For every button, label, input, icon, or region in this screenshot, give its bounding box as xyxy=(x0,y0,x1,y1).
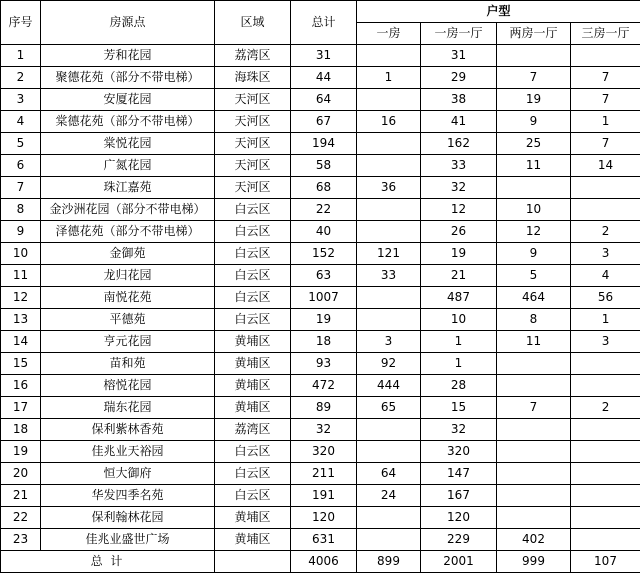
total-row xyxy=(1,551,640,573)
cell-two-bed-one-hall: 402 xyxy=(497,529,571,551)
cell-total: 631 xyxy=(291,529,357,551)
table-row xyxy=(1,463,640,485)
cell-index: 3 xyxy=(1,89,41,111)
cell-index: 20 xyxy=(1,463,41,485)
table-row xyxy=(1,265,640,287)
cell-three-bed-one-hall xyxy=(571,441,640,463)
cell-one-room xyxy=(357,529,421,551)
table-row xyxy=(1,89,640,111)
cell-index: 4 xyxy=(1,111,41,133)
table-row xyxy=(1,419,640,441)
cell-total: 58 xyxy=(291,155,357,177)
cell-three-bed-one-hall xyxy=(571,177,640,199)
cell-two-bed-one-hall xyxy=(497,485,571,507)
cell-name: 佳兆业盛世广场 xyxy=(41,529,215,551)
cell-total: 93 xyxy=(291,353,357,375)
cell-three-bed-one-hall xyxy=(571,485,640,507)
header-name: 房源点 xyxy=(41,1,215,45)
cell-three-bed-one-hall: 14 xyxy=(571,155,640,177)
header-district: 区域 xyxy=(215,1,291,45)
table-row xyxy=(1,397,640,419)
cell-district: 黄埔区 xyxy=(215,331,291,353)
table-row xyxy=(1,529,640,551)
cell-two-bed-one-hall: 19 xyxy=(497,89,571,111)
cell-total: 68 xyxy=(291,177,357,199)
cell-three-bed-one-hall xyxy=(571,529,640,551)
cell-name: 瑞东花园 xyxy=(41,397,215,419)
cell-three-bed-one-hall: 7 xyxy=(571,133,640,155)
table-row xyxy=(1,485,640,507)
table-row xyxy=(1,67,640,89)
cell-two-bed-one-hall: 25 xyxy=(497,133,571,155)
cell-index: 23 xyxy=(1,529,41,551)
cell-two-bed-one-hall: 11 xyxy=(497,331,571,353)
cell-district: 黄埔区 xyxy=(215,397,291,419)
total-sum: 4006 xyxy=(291,551,357,573)
cell-index: 12 xyxy=(1,287,41,309)
cell-two-bed-one-hall: 8 xyxy=(497,309,571,331)
cell-one-bed-one-hall: 31 xyxy=(421,45,497,67)
cell-one-bed-one-hall: 19 xyxy=(421,243,497,265)
total-one-bed-one-hall: 2001 xyxy=(421,551,497,573)
cell-name: 恒大御府 xyxy=(41,463,215,485)
cell-three-bed-one-hall xyxy=(571,419,640,441)
cell-district: 荔湾区 xyxy=(215,45,291,67)
cell-index: 13 xyxy=(1,309,41,331)
cell-one-room xyxy=(357,155,421,177)
table-row xyxy=(1,111,640,133)
total-label: 总 计 xyxy=(1,551,215,573)
cell-index: 18 xyxy=(1,419,41,441)
cell-name: 苗和苑 xyxy=(41,353,215,375)
cell-district: 天河区 xyxy=(215,155,291,177)
cell-total: 22 xyxy=(291,199,357,221)
cell-two-bed-one-hall xyxy=(497,441,571,463)
cell-district: 黄埔区 xyxy=(215,375,291,397)
cell-one-bed-one-hall: 229 xyxy=(421,529,497,551)
cell-one-room xyxy=(357,287,421,309)
cell-total: 320 xyxy=(291,441,357,463)
cell-one-room: 33 xyxy=(357,265,421,287)
cell-name: 安厦花园 xyxy=(41,89,215,111)
cell-one-bed-one-hall: 162 xyxy=(421,133,497,155)
header-three-bed-one-hall: 三房一厅 xyxy=(571,23,640,45)
cell-one-room xyxy=(357,199,421,221)
cell-name: 聚德花苑（部分不带电梯） xyxy=(41,67,215,89)
table-body xyxy=(1,45,640,551)
cell-one-bed-one-hall: 15 xyxy=(421,397,497,419)
cell-two-bed-one-hall: 9 xyxy=(497,111,571,133)
cell-name: 平德苑 xyxy=(41,309,215,331)
cell-total: 472 xyxy=(291,375,357,397)
cell-three-bed-one-hall: 7 xyxy=(571,67,640,89)
cell-index: 7 xyxy=(1,177,41,199)
cell-name: 广氮花园 xyxy=(41,155,215,177)
cell-district: 天河区 xyxy=(215,133,291,155)
cell-index: 2 xyxy=(1,67,41,89)
cell-district: 天河区 xyxy=(215,89,291,111)
cell-index: 17 xyxy=(1,397,41,419)
cell-index: 19 xyxy=(1,441,41,463)
cell-district: 白云区 xyxy=(215,287,291,309)
cell-two-bed-one-hall xyxy=(497,353,571,375)
header-layout-group: 户型 xyxy=(357,1,640,23)
cell-one-bed-one-hall: 1 xyxy=(421,331,497,353)
cell-one-bed-one-hall: 147 xyxy=(421,463,497,485)
cell-three-bed-one-hall xyxy=(571,353,640,375)
cell-total: 152 xyxy=(291,243,357,265)
cell-district: 白云区 xyxy=(215,463,291,485)
cell-total: 44 xyxy=(291,67,357,89)
cell-district: 白云区 xyxy=(215,199,291,221)
cell-index: 9 xyxy=(1,221,41,243)
cell-one-room: 24 xyxy=(357,485,421,507)
cell-three-bed-one-hall xyxy=(571,375,640,397)
cell-name: 泽德花苑（部分不带电梯） xyxy=(41,221,215,243)
table-row xyxy=(1,177,640,199)
cell-total: 194 xyxy=(291,133,357,155)
table-row xyxy=(1,45,640,67)
cell-one-room xyxy=(357,45,421,67)
cell-total: 211 xyxy=(291,463,357,485)
cell-two-bed-one-hall xyxy=(497,507,571,529)
cell-one-bed-one-hall: 32 xyxy=(421,177,497,199)
header-one-room: 一房 xyxy=(357,23,421,45)
cell-one-bed-one-hall: 167 xyxy=(421,485,497,507)
table-row xyxy=(1,243,640,265)
cell-one-room: 16 xyxy=(357,111,421,133)
cell-district: 黄埔区 xyxy=(215,529,291,551)
cell-district: 天河区 xyxy=(215,177,291,199)
cell-two-bed-one-hall xyxy=(497,45,571,67)
cell-name: 保利紫林香苑 xyxy=(41,419,215,441)
cell-two-bed-one-hall: 5 xyxy=(497,265,571,287)
header-index: 序号 xyxy=(1,1,41,45)
cell-one-room xyxy=(357,221,421,243)
cell-one-room xyxy=(357,133,421,155)
cell-two-bed-one-hall: 464 xyxy=(497,287,571,309)
cell-name: 棠德花苑（部分不带电梯） xyxy=(41,111,215,133)
cell-name: 金沙洲花园（部分不带电梯） xyxy=(41,199,215,221)
cell-one-room: 65 xyxy=(357,397,421,419)
cell-district: 白云区 xyxy=(215,265,291,287)
cell-three-bed-one-hall xyxy=(571,507,640,529)
table-row xyxy=(1,441,640,463)
cell-one-bed-one-hall: 10 xyxy=(421,309,497,331)
cell-two-bed-one-hall: 7 xyxy=(497,67,571,89)
cell-one-room xyxy=(357,309,421,331)
cell-three-bed-one-hall: 2 xyxy=(571,221,640,243)
cell-name: 保利翰林花园 xyxy=(41,507,215,529)
header-row-top xyxy=(1,1,640,23)
cell-three-bed-one-hall xyxy=(571,199,640,221)
cell-two-bed-one-hall: 9 xyxy=(497,243,571,265)
cell-one-room: 444 xyxy=(357,375,421,397)
total-three-bed-one-hall: 107 xyxy=(571,551,640,573)
cell-one-bed-one-hall: 12 xyxy=(421,199,497,221)
cell-two-bed-one-hall xyxy=(497,375,571,397)
cell-district: 白云区 xyxy=(215,485,291,507)
cell-name: 珠江嘉苑 xyxy=(41,177,215,199)
cell-one-room: 92 xyxy=(357,353,421,375)
cell-name: 亨元花园 xyxy=(41,331,215,353)
cell-index: 14 xyxy=(1,331,41,353)
cell-district: 荔湾区 xyxy=(215,419,291,441)
cell-one-bed-one-hall: 29 xyxy=(421,67,497,89)
table-row xyxy=(1,375,640,397)
cell-three-bed-one-hall: 3 xyxy=(571,243,640,265)
cell-three-bed-one-hall: 1 xyxy=(571,111,640,133)
cell-name: 棠悦花园 xyxy=(41,133,215,155)
table-row xyxy=(1,155,640,177)
table-row xyxy=(1,331,640,353)
cell-one-room: 64 xyxy=(357,463,421,485)
cell-total: 1007 xyxy=(291,287,357,309)
cell-total: 120 xyxy=(291,507,357,529)
cell-three-bed-one-hall: 1 xyxy=(571,309,640,331)
cell-one-room xyxy=(357,89,421,111)
cell-index: 6 xyxy=(1,155,41,177)
cell-one-room: 36 xyxy=(357,177,421,199)
cell-three-bed-one-hall xyxy=(571,45,640,67)
cell-index: 10 xyxy=(1,243,41,265)
cell-district: 白云区 xyxy=(215,441,291,463)
cell-one-room xyxy=(357,441,421,463)
cell-two-bed-one-hall: 7 xyxy=(497,397,571,419)
cell-name: 龙归花园 xyxy=(41,265,215,287)
cell-total: 89 xyxy=(291,397,357,419)
total-one-room: 899 xyxy=(357,551,421,573)
cell-one-bed-one-hall: 26 xyxy=(421,221,497,243)
cell-three-bed-one-hall: 3 xyxy=(571,331,640,353)
cell-one-room: 121 xyxy=(357,243,421,265)
cell-two-bed-one-hall xyxy=(497,419,571,441)
cell-name: 华发四季名苑 xyxy=(41,485,215,507)
cell-index: 15 xyxy=(1,353,41,375)
cell-total: 31 xyxy=(291,45,357,67)
cell-two-bed-one-hall xyxy=(497,463,571,485)
cell-total: 32 xyxy=(291,419,357,441)
cell-total: 191 xyxy=(291,485,357,507)
cell-total: 18 xyxy=(291,331,357,353)
cell-one-room xyxy=(357,507,421,529)
table-row xyxy=(1,133,640,155)
cell-one-bed-one-hall: 1 xyxy=(421,353,497,375)
cell-one-bed-one-hall: 120 xyxy=(421,507,497,529)
cell-one-bed-one-hall: 38 xyxy=(421,89,497,111)
cell-one-room xyxy=(357,419,421,441)
cell-three-bed-one-hall xyxy=(571,463,640,485)
cell-index: 22 xyxy=(1,507,41,529)
table-row xyxy=(1,309,640,331)
cell-one-bed-one-hall: 21 xyxy=(421,265,497,287)
cell-two-bed-one-hall xyxy=(497,177,571,199)
header-total: 总计 xyxy=(291,1,357,45)
cell-index: 21 xyxy=(1,485,41,507)
cell-index: 8 xyxy=(1,199,41,221)
cell-name: 佳兆业天裕园 xyxy=(41,441,215,463)
cell-name: 榕悦花园 xyxy=(41,375,215,397)
cell-one-room: 3 xyxy=(357,331,421,353)
total-district-blank xyxy=(215,551,291,573)
cell-index: 16 xyxy=(1,375,41,397)
cell-three-bed-one-hall: 4 xyxy=(571,265,640,287)
cell-district: 白云区 xyxy=(215,221,291,243)
cell-two-bed-one-hall: 11 xyxy=(497,155,571,177)
cell-one-bed-one-hall: 41 xyxy=(421,111,497,133)
cell-three-bed-one-hall: 2 xyxy=(571,397,640,419)
cell-district: 天河区 xyxy=(215,111,291,133)
cell-district: 黄埔区 xyxy=(215,353,291,375)
cell-index: 11 xyxy=(1,265,41,287)
cell-one-bed-one-hall: 320 xyxy=(421,441,497,463)
cell-two-bed-one-hall: 10 xyxy=(497,199,571,221)
cell-total: 67 xyxy=(291,111,357,133)
table-row xyxy=(1,199,640,221)
header-two-bed-one-hall: 两房一厅 xyxy=(497,23,571,45)
cell-name: 金御苑 xyxy=(41,243,215,265)
table-row xyxy=(1,353,640,375)
cell-district: 白云区 xyxy=(215,309,291,331)
cell-total: 64 xyxy=(291,89,357,111)
total-two-bed-one-hall: 999 xyxy=(497,551,571,573)
cell-name: 南悦花苑 xyxy=(41,287,215,309)
cell-one-bed-one-hall: 487 xyxy=(421,287,497,309)
cell-one-bed-one-hall: 32 xyxy=(421,419,497,441)
cell-total: 19 xyxy=(291,309,357,331)
cell-two-bed-one-hall: 12 xyxy=(497,221,571,243)
table-row xyxy=(1,287,640,309)
table-row xyxy=(1,221,640,243)
cell-three-bed-one-hall: 56 xyxy=(571,287,640,309)
cell-index: 1 xyxy=(1,45,41,67)
cell-three-bed-one-hall: 7 xyxy=(571,89,640,111)
cell-name: 芳和花园 xyxy=(41,45,215,67)
cell-index: 5 xyxy=(1,133,41,155)
cell-total: 40 xyxy=(291,221,357,243)
header-one-bed-one-hall: 一房一厅 xyxy=(421,23,497,45)
cell-district: 黄埔区 xyxy=(215,507,291,529)
cell-one-bed-one-hall: 33 xyxy=(421,155,497,177)
cell-one-bed-one-hall: 28 xyxy=(421,375,497,397)
table-row xyxy=(1,507,640,529)
cell-district: 海珠区 xyxy=(215,67,291,89)
cell-one-room: 1 xyxy=(357,67,421,89)
cell-total: 63 xyxy=(291,265,357,287)
cell-district: 白云区 xyxy=(215,243,291,265)
